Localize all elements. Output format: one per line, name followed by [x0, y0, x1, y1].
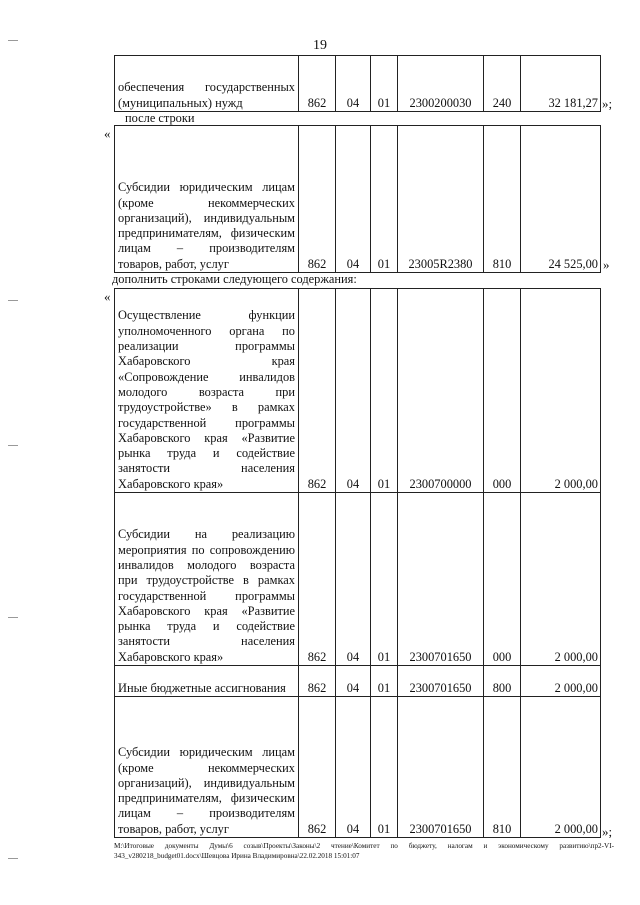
margin-mark — [8, 40, 18, 41]
margin-mark — [8, 300, 18, 301]
row-description: Иные бюджетные ассигнования — [115, 666, 299, 697]
open-quote: « — [104, 289, 111, 304]
rz-cell: 04 — [336, 126, 371, 273]
vr-cell: 810 — [484, 697, 521, 838]
pr-cell: 01 — [371, 493, 398, 666]
vr-cell: 000 — [484, 289, 521, 493]
csr-cell: 2300701650 — [398, 493, 484, 666]
vr-cell: 800 — [484, 666, 521, 697]
pr-cell: 01 — [371, 56, 398, 112]
pr-cell: 01 — [371, 289, 398, 493]
pr-cell: 01 — [371, 697, 398, 838]
sum-cell: 2 000,00 — [521, 493, 601, 666]
pr-cell: 01 — [371, 666, 398, 697]
row-description: Субсидии юридическим лицам (кроме некоммерческих организаций), индивидуальным предпринимателям, физическим лицам – производителям товаров, работ, услуг — [115, 126, 299, 273]
row-description: Субсидии юридическим лицам (кроме некоммерческих организаций), индивидуальным предпринимателям, физическим лицам – производителям товаров, работ, услуг — [115, 697, 299, 838]
grbs-cell: 862 — [299, 666, 336, 697]
vr-cell: 000 — [484, 493, 521, 666]
open-quote: « — [104, 126, 111, 141]
page-number: 19 — [313, 38, 327, 53]
table-row — [115, 493, 601, 666]
close-quote: » — [603, 257, 610, 272]
note-after-line: после строки — [125, 111, 195, 125]
rz-cell: 04 — [336, 289, 371, 493]
grbs-cell: 862 — [299, 56, 336, 112]
csr-cell: 23005R2380 — [398, 126, 484, 273]
rz-cell: 04 — [336, 493, 371, 666]
sum-cell: 2 000,00 — [521, 289, 601, 493]
budget-table-anchor — [114, 125, 601, 273]
sum-cell: 24 525,00 — [521, 126, 601, 273]
grbs-cell: 862 — [299, 126, 336, 273]
grbs-cell: 862 — [299, 697, 336, 838]
close-quote: »; — [602, 96, 613, 111]
table-row — [115, 126, 601, 273]
csr-cell: 2300700000 — [398, 289, 484, 493]
csr-cell: 2300200030 — [398, 56, 484, 112]
budget-table-continued — [114, 55, 601, 112]
sum-cell: 32 181,27 — [521, 56, 601, 112]
file-path-footer: М:\Итоговые документы Думы\6 созыв\Проекты\Законы\2 чтение\Комитет по бюджету, налогам и экономическому развитию\пр2-VI-343_v280218_budget01.docx\Шевцова Ирина Владимировна\22.02.2018 15:01:07 — [114, 842, 614, 860]
row-description: обеспечения государственных (муниципальных) нужд — [115, 56, 299, 112]
pr-cell: 01 — [371, 126, 398, 273]
row-description: Осуществление функции уполномоченного органа по реализации программы Хабаровского края «Сопровождение инвалидов молодого возраста при трудоустройстве» в рамках государственной программы Хабаровского края «Развитие рынка труда и содействие занятости населения Хабаровского края» — [115, 289, 299, 493]
row-description: Субсидии на реализацию мероприятия по сопровождению инвалидов молодого возраста при трудоустройстве в рамках государственной программы Хабаровского края «Развитие рынка труда и содействие занятости населения Хабаровского края» — [115, 493, 299, 666]
vr-cell: 810 — [484, 126, 521, 273]
rz-cell: 04 — [336, 56, 371, 112]
sum-cell: 2 000,00 — [521, 666, 601, 697]
table-row — [115, 666, 601, 697]
grbs-cell: 862 — [299, 289, 336, 493]
table-row — [115, 697, 601, 838]
rz-cell: 04 — [336, 697, 371, 838]
rz-cell: 04 — [336, 666, 371, 697]
budget-table-new-rows — [114, 288, 601, 838]
table-row — [115, 289, 601, 493]
vr-cell: 240 — [484, 56, 521, 112]
close-quote: »; — [602, 824, 613, 839]
table-row — [115, 56, 601, 112]
note-add-lines: дополнить строками следующего содержания: — [112, 272, 357, 286]
margin-mark — [8, 445, 18, 446]
margin-mark — [8, 858, 18, 859]
csr-cell: 2300701650 — [398, 666, 484, 697]
sum-cell: 2 000,00 — [521, 697, 601, 838]
csr-cell: 2300701650 — [398, 697, 484, 838]
grbs-cell: 862 — [299, 493, 336, 666]
margin-mark — [8, 617, 18, 618]
